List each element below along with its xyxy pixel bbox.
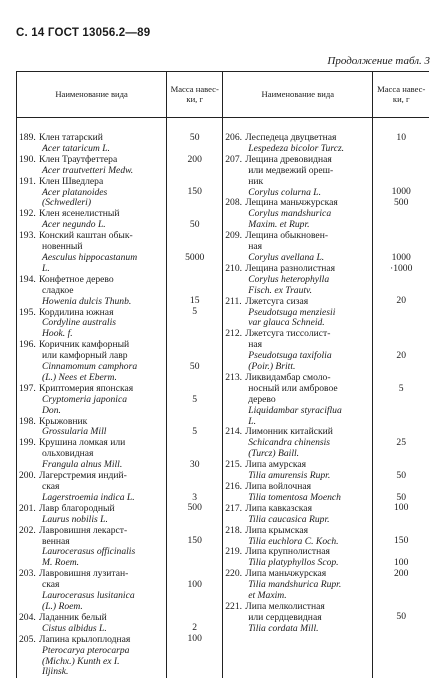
species-entry <box>17 569 166 613</box>
species-common-name: Липа маньчжурская <box>245 569 372 580</box>
species-entry <box>17 340 166 384</box>
species-table <box>16 71 429 678</box>
species-name-continuation: или медвежий ореш- <box>245 166 372 177</box>
sample-mass-value: 10 <box>396 132 406 143</box>
sample-mass <box>167 275 222 308</box>
species-entry <box>17 155 166 177</box>
species-entry <box>223 547 372 569</box>
species-number: 198. <box>19 417 36 428</box>
species-latin-name: Schicandra chinensis <box>245 438 372 449</box>
species-number: 202. <box>19 526 36 537</box>
species-number: 190. <box>19 155 36 166</box>
page-header: С. 14 ГОСТ 13056.2—89 <box>16 27 150 39</box>
species-number: 197. <box>19 384 36 395</box>
sample-mass-value: 5 <box>192 394 197 405</box>
sample-mass <box>373 525 429 547</box>
sample-mass-value: 50 <box>190 219 200 230</box>
species-entry <box>17 177 166 210</box>
sample-mass-value: 100 <box>188 579 202 590</box>
species-entry <box>223 482 372 504</box>
sample-mass-value: 15 <box>190 295 200 306</box>
species-number: 195. <box>19 308 36 319</box>
species-common-name: Клен Шведлера <box>39 177 166 188</box>
species-number: 211. <box>225 297 241 308</box>
species-latin-name: Cinnamomum camphora <box>39 362 166 373</box>
species-common-name: Крушина ломкая или <box>39 438 166 449</box>
sample-mass <box>167 155 222 177</box>
species-latin-name: Tilia euchlora C. Koch. <box>245 537 372 548</box>
species-number: 221. <box>225 602 242 613</box>
species-common-name: Лещина обыкновен- <box>245 231 372 242</box>
species-entry <box>223 602 372 635</box>
sample-mass-value: 25 <box>396 437 406 448</box>
species-entry <box>17 504 166 526</box>
species-number: 212. <box>225 329 242 340</box>
species-latin-name: Fisch. ex Trautv. <box>245 286 372 297</box>
species-common-name: Лавровишня лекарст- <box>39 526 166 537</box>
species-common-name: Коричник камфорный <box>39 340 166 351</box>
species-number: 213. <box>225 373 242 384</box>
sample-mass-value: 50 <box>190 361 200 372</box>
species-latin-name: Tilia mandshurica Rupr. <box>245 580 372 591</box>
species-latin-name: Tilia amurensis Rupr. <box>245 471 372 482</box>
species-common-name: Лещина маньчжурская <box>245 198 372 209</box>
species-number: 217. <box>225 504 242 515</box>
column-header-mass-right: Масса навес-ки, г <box>373 72 429 118</box>
species-latin-name: (L.) Nees et Eberm. <box>39 373 166 384</box>
species-latin-name: Hook. f. <box>39 329 166 340</box>
species-latin-name: Lagerstroemia indica L. <box>39 493 166 504</box>
species-latin-name: Liquidambar styraciflua <box>245 406 372 417</box>
species-latin-name: var glauca Schneid. <box>245 318 372 329</box>
species-common-name: Лапина крылоплодная <box>39 635 166 646</box>
sample-mass <box>373 231 429 264</box>
sample-mass <box>373 329 429 373</box>
sample-mass-value: 100 <box>394 502 408 513</box>
species-latin-name: Corylus avellana L. <box>245 253 372 264</box>
species-common-name: Липа крупнолистная <box>245 547 372 558</box>
species-latin-name: Acer negundo L. <box>39 220 166 231</box>
table-header-row <box>17 72 430 118</box>
species-latin-name: Laurocerasus lusitanica <box>39 591 166 602</box>
species-number: 196. <box>19 340 36 351</box>
sample-mass <box>373 602 429 635</box>
species-entry <box>17 471 166 504</box>
species-entry <box>17 231 166 275</box>
species-number: 208. <box>225 198 242 209</box>
right-name-column <box>223 118 373 678</box>
sample-mass-value: 5000 <box>185 252 204 263</box>
species-latin-name: Grossularia Mill <box>39 427 166 438</box>
sample-mass-value: 2 <box>192 622 197 633</box>
species-common-name: Липа мелколистная <box>245 602 372 613</box>
species-latin-name: (Poir.) Britt. <box>245 362 372 373</box>
species-entry <box>223 264 372 297</box>
species-common-name: Клен ясенелистный <box>39 209 166 220</box>
species-number: 220. <box>225 569 242 580</box>
species-entry <box>17 526 166 570</box>
sample-mass-value: 50 <box>396 492 406 503</box>
species-name-continuation: новенный <box>39 242 166 253</box>
sample-mass-value: 1000 <box>392 186 411 197</box>
sample-mass-value: 500 <box>394 197 408 208</box>
sample-mass <box>373 482 429 504</box>
sample-mass <box>167 612 222 634</box>
species-entry <box>223 133 372 155</box>
species-common-name: Липа кавказская <box>245 504 372 515</box>
species-entry <box>223 504 372 526</box>
species-latin-name: M. Roem. <box>39 558 166 569</box>
species-number: 206. <box>225 133 242 144</box>
species-latin-name: Don. <box>39 406 166 417</box>
species-latin-name: Lespedeza bicolor Turcz. <box>245 144 372 155</box>
species-number: 218. <box>225 526 242 537</box>
species-number: 199. <box>19 438 36 449</box>
species-entry <box>223 569 372 602</box>
species-common-name: Конфетное дерево <box>39 275 166 286</box>
species-common-name: Лжетсуга тиссолист- <box>245 329 372 340</box>
species-number: 201. <box>19 504 36 515</box>
sample-mass-value: 150 <box>188 186 202 197</box>
species-number: 205. <box>19 635 36 646</box>
species-entry <box>17 308 166 341</box>
species-common-name: Конский каштан обык- <box>39 231 166 242</box>
species-latin-name: Cistus albidus L. <box>39 624 166 635</box>
species-latin-name: L. <box>245 417 372 428</box>
species-latin-name: Cordyline australis <box>39 318 166 329</box>
species-latin-name: Laurus nobilis L. <box>39 515 166 526</box>
sample-mass-value: 200 <box>394 568 408 579</box>
species-common-name: Клен Траутфеттера <box>39 155 166 166</box>
sample-mass-value: 5 <box>192 426 197 437</box>
sample-mass-value: 100 <box>188 633 202 644</box>
species-latin-name: Tilia tomentosa Moench <box>245 493 372 504</box>
species-common-name: Лжетсуга сизая <box>245 297 372 308</box>
species-common-name: Кордилина южная <box>39 308 166 319</box>
species-name-continuation: ская <box>39 580 166 591</box>
sample-mass <box>373 460 429 482</box>
species-entry <box>17 133 166 155</box>
sample-mass-value: 500 <box>188 502 202 513</box>
species-latin-name: (Michx.) Kunth ex I. <box>39 657 166 668</box>
species-common-name: Ладанник белый <box>39 613 166 624</box>
column-header-name-left: Наименование вида <box>17 72 167 118</box>
species-number: 214. <box>225 427 242 438</box>
species-number: 219. <box>225 547 242 558</box>
species-name-continuation: ная <box>245 242 372 253</box>
species-common-name: Липа войлочная <box>245 482 372 493</box>
species-latin-name: (Schwedleri) <box>39 198 166 209</box>
sample-mass <box>373 155 429 199</box>
species-common-name: Лагерстремия индий- <box>39 471 166 482</box>
species-latin-name: et Maxim. <box>245 591 372 602</box>
species-latin-name: Frangula alnus Mill. <box>39 460 166 471</box>
sample-mass <box>373 547 429 569</box>
left-mass-column <box>167 118 223 678</box>
species-latin-name: Corylus heterophylla <box>245 275 372 286</box>
species-name-continuation: дерево <box>245 395 372 406</box>
sample-mass <box>167 177 222 210</box>
species-common-name: Липа крымская <box>245 526 372 537</box>
species-latin-name: Iljinsk. <box>39 667 166 678</box>
sample-mass <box>167 307 222 340</box>
species-name-continuation: носный или амбровое <box>245 384 372 395</box>
sample-mass <box>167 503 222 525</box>
sample-mass-value: ·1000 <box>390 263 412 274</box>
sample-mass <box>167 231 222 275</box>
species-number: 194. <box>19 275 36 286</box>
species-name-continuation: венная <box>39 537 166 548</box>
species-number: 210. <box>225 264 242 275</box>
species-common-name: Леспедеца двуцветная <box>245 133 372 144</box>
sample-mass-value: 50 <box>396 611 406 622</box>
species-number: 192. <box>19 209 36 220</box>
species-latin-name: Cryptomeria japonica <box>39 395 166 406</box>
sample-mass-value: 20 <box>396 350 406 361</box>
sample-mass-value: 5 <box>192 306 197 317</box>
species-number: 193. <box>19 231 36 242</box>
species-number: 215. <box>225 460 242 471</box>
species-number: 189. <box>19 133 36 144</box>
species-entry <box>223 427 372 460</box>
species-common-name: Лещина разнолистная <box>245 264 372 275</box>
sample-mass-value: 200 <box>188 154 202 165</box>
sample-mass-value: 1000 <box>392 252 411 263</box>
species-name-continuation: или сердцевидная <box>245 613 372 624</box>
sample-mass <box>373 264 429 297</box>
sample-mass <box>373 296 429 329</box>
table-body <box>17 118 430 678</box>
species-latin-name: Pterocarya pterocarpa <box>39 646 166 657</box>
species-entry <box>17 438 166 471</box>
species-latin-name: Corylus mandshurica <box>245 209 372 220</box>
species-latin-name: (Turcz) Baill. <box>245 449 372 460</box>
sample-mass <box>373 373 429 427</box>
sample-mass <box>167 416 222 438</box>
species-common-name: Лещина древовидная <box>245 155 372 166</box>
sample-mass <box>167 569 222 613</box>
species-name-continuation: сладкое <box>39 286 166 297</box>
sample-mass <box>167 438 222 471</box>
species-entry <box>17 417 166 439</box>
species-entry <box>223 373 372 428</box>
sample-mass <box>167 209 222 231</box>
sample-mass <box>167 384 222 417</box>
species-entry <box>17 209 166 231</box>
species-name-continuation: ник <box>245 177 372 188</box>
species-number: 209. <box>225 231 242 242</box>
sample-mass <box>167 340 222 384</box>
sample-mass-value: 20 <box>396 295 406 306</box>
species-entry <box>223 231 372 264</box>
sample-mass-value: 50 <box>396 470 406 481</box>
species-number: 204. <box>19 613 36 624</box>
species-entry <box>17 613 166 635</box>
sample-mass <box>373 427 429 460</box>
species-entry <box>17 275 166 308</box>
species-name-continuation: ная <box>245 340 372 351</box>
species-latin-name: Howenia dulcis Thunb. <box>39 297 166 308</box>
species-latin-name: Tilia caucasica Rupr. <box>245 515 372 526</box>
species-common-name: Лимонник китайский <box>245 427 372 438</box>
sample-mass-value: 150 <box>188 535 202 546</box>
species-latin-name: L. <box>39 264 166 275</box>
species-latin-name: Maxim. et Rupr. <box>245 220 372 231</box>
species-number: 207. <box>225 155 242 166</box>
species-number: 200. <box>19 471 36 482</box>
sample-mass <box>373 503 429 525</box>
species-latin-name: Tilia cordata Mill. <box>245 624 372 635</box>
sample-mass <box>373 569 429 602</box>
species-latin-name: Acer trautvetteri Medw. <box>39 166 166 177</box>
sample-mass-value: 30 <box>190 459 200 470</box>
table-continuation-label: Продолжение табл. 3 <box>327 55 430 67</box>
species-name-continuation: ольховидная <box>39 449 166 460</box>
species-latin-name: Pseudotsuga menziesii <box>245 308 372 319</box>
sample-mass <box>167 133 222 155</box>
species-common-name: Лавр благородный <box>39 504 166 515</box>
sample-mass-value: 150 <box>394 535 408 546</box>
species-latin-name: Aesculus hippocastanum <box>39 253 166 264</box>
sample-mass-value: 5 <box>399 383 404 394</box>
sample-mass <box>373 198 429 231</box>
sample-mass-value: 50 <box>190 132 200 143</box>
left-name-column <box>17 118 167 678</box>
species-latin-name: Laurocerasus officinalis <box>39 547 166 558</box>
species-latin-name: (L.) Roem. <box>39 602 166 613</box>
column-header-name-right: Наименование вида <box>223 72 373 118</box>
sample-mass <box>167 525 222 569</box>
species-entry <box>223 198 372 231</box>
species-entry <box>223 460 372 482</box>
species-latin-name: Acer platanoides <box>39 188 166 199</box>
species-common-name: Криптомерия японская <box>39 384 166 395</box>
species-common-name: Крыжовник <box>39 417 166 428</box>
species-common-name: Липа амурская <box>245 460 372 471</box>
sample-mass <box>373 133 429 155</box>
right-mass-column <box>373 118 429 678</box>
species-number: 191. <box>19 177 36 188</box>
sample-mass-value: 3 <box>192 492 197 503</box>
species-latin-name: Corylus colurna L. <box>245 188 372 199</box>
species-latin-name: Tilia platyphyllos Scop. <box>245 558 372 569</box>
sample-mass <box>167 634 222 678</box>
species-entry <box>223 297 372 330</box>
species-latin-name: Pseudotsuga taxifolia <box>245 351 372 362</box>
species-number: 203. <box>19 569 36 580</box>
species-name-continuation: ская <box>39 482 166 493</box>
species-common-name: Клен татарский <box>39 133 166 144</box>
species-number: 216. <box>225 482 242 493</box>
sample-mass-value: 100 <box>394 557 408 568</box>
species-latin-name: Acer tataricum L. <box>39 144 166 155</box>
species-common-name: Лавровишня лузитан- <box>39 569 166 580</box>
species-entry <box>223 329 372 373</box>
species-entry <box>17 384 166 417</box>
sample-mass <box>167 471 222 504</box>
species-entry <box>223 526 372 548</box>
species-name-continuation: или камфорный лавр <box>39 351 166 362</box>
column-header-mass-left: Масса навес-ки, г <box>167 72 223 118</box>
species-entry <box>223 155 372 199</box>
species-common-name: Ликвидамбар смоло- <box>245 373 372 384</box>
species-entry <box>17 635 166 678</box>
